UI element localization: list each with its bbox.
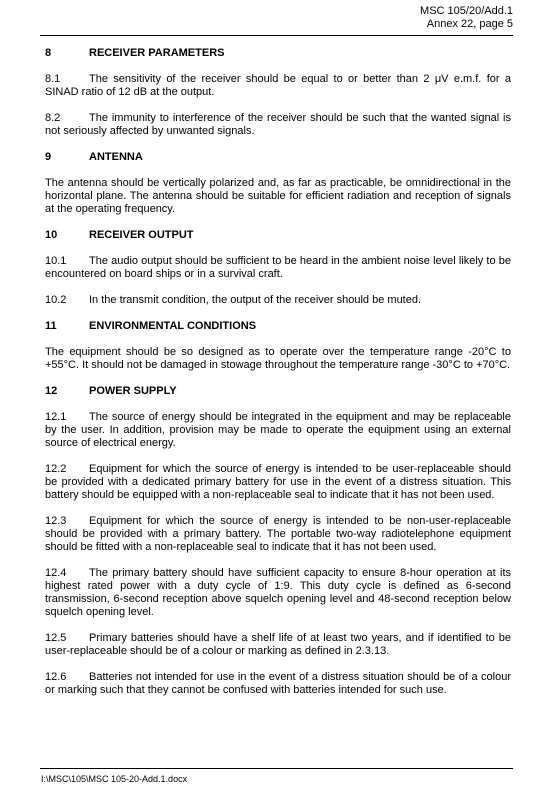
section-number: 10 [45, 229, 58, 241]
section-heading [45, 320, 511, 333]
paragraph-number: 12.3 [45, 515, 67, 527]
section-title: ENVIRONMENTAL CONDITIONS [89, 320, 257, 332]
paragraph-number: 12.5 [45, 632, 67, 644]
document-reference: MSC 105/20/Add.1 [420, 5, 513, 17]
paragraph [45, 346, 511, 372]
paragraph-number: 8.2 [45, 112, 61, 124]
paragraph-number: 12.1 [45, 411, 67, 423]
section-title: RECEIVER PARAMETERS [89, 47, 225, 59]
section-number: 12 [45, 385, 58, 397]
paragraph-text: Batteries not intended for use in the event of a distress situation should be of a colour or marking such that they cannot be confused with batteries intended for such use. [45, 671, 511, 696]
paragraph-text: The immunity to interference of the receiver should be such that the wanted signal is not seriously affected by unwanted signals. [45, 112, 511, 137]
paragraph-text: The primary battery should have sufficient capacity to ensure 8-hour operation at its highest rated power with a duty cycle of 1:9. This duty cycle is defined as 6-second transmission, 6-second reception above squelch opening level and 48-second reception below squelch opening level. [45, 567, 511, 618]
paragraph [45, 463, 511, 502]
paragraph [45, 294, 511, 307]
footer-divider [40, 768, 513, 769]
paragraph-number: 10.2 [45, 294, 67, 306]
paragraph [45, 515, 511, 554]
paragraph-text: The sensitivity of the receiver should be equal to or better than 2 μV e.m.f. for a SINAD ratio of 12 dB at the output. [45, 73, 511, 98]
paragraph-text: The audio output should be sufficient to be heard in the ambient noise level likely to be encountered on board ships or in a survival craft. [45, 255, 511, 280]
paragraph-text: The source of energy should be integrated in the equipment and may be replaceable by the user. In addition, provision may be made to operate the equipment using an external source of electrical energy. [45, 411, 511, 449]
document-body [45, 47, 511, 710]
paragraph-number: 12.2 [45, 463, 67, 475]
section-heading [45, 385, 511, 398]
section-heading [45, 229, 511, 242]
footer-file-path: I:\MSC\105\MSC 105-20-Add.1.docx [41, 774, 188, 784]
section-title: ANTENNA [89, 151, 143, 163]
section-number: 11 [45, 320, 57, 332]
section-heading [45, 47, 511, 60]
paragraph [45, 112, 511, 138]
paragraph-text: Primary batteries should have a shelf life of at least two years, and if identified to be user-replaceable should be of a colour or marking as defined in 2.3.13. [45, 632, 511, 657]
section-number: 8 [45, 47, 52, 59]
paragraph [45, 411, 511, 450]
section-number: 9 [45, 151, 52, 163]
header-divider [40, 35, 513, 36]
section-title: POWER SUPPLY [89, 385, 177, 397]
paragraph [45, 255, 511, 281]
paragraph [45, 671, 511, 697]
page-header [420, 5, 513, 31]
section-heading [45, 151, 511, 164]
section-title: RECEIVER OUTPUT [89, 229, 194, 241]
paragraph-text: The antenna should be vertically polarized and, as far as practicable, be omnidirectional in the horizontal plane. The antenna should be suitable for efficient radiation and reception of signals at the operating frequency. [45, 177, 511, 215]
paragraph [45, 567, 511, 619]
paragraph-text: Equipment for which the source of energy is intended to be user-replaceable should be provided with a dedicated primary battery for use in the event of a distress situation. This battery should be equipped with a non-replaceable seal to indicate that it has not been used. [45, 463, 511, 501]
paragraph-text: In the transmit condition, the output of the receiver should be muted. [89, 294, 422, 306]
paragraph [45, 632, 511, 658]
page-reference: Annex 22, page 5 [426, 18, 513, 30]
paragraph-text: The equipment should be so designed as to operate over the temperature range -20°C to +55°C. It should not be damaged in stowage throughout the temperature range -30°C to +70°C. [45, 346, 511, 371]
paragraph-number: 8.1 [45, 73, 61, 85]
paragraph-number: 12.6 [45, 671, 67, 683]
paragraph [45, 177, 511, 216]
paragraph-text: Equipment for which the source of energy is intended to be non-user-replaceable should be provided with a primary battery. The portable two-way radiotelephone equipment should be fitted with a non-replaceable seal to indicate that it has not been used. [45, 515, 511, 553]
paragraph-number: 10.1 [45, 255, 67, 267]
paragraph-number: 12.4 [45, 567, 67, 579]
paragraph [45, 73, 511, 99]
